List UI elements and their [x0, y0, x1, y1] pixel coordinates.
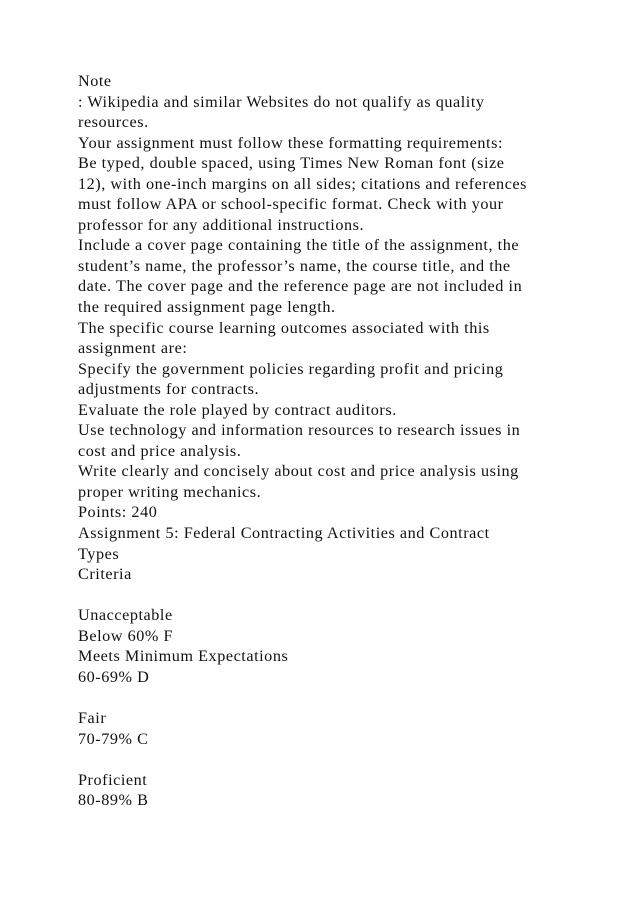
text-line: adjustments for contracts.	[78, 380, 260, 399]
blank-line	[78, 687, 618, 708]
blank-line	[78, 749, 618, 770]
text-line: 80-89% B	[78, 791, 149, 810]
text-line: Unacceptable	[78, 606, 173, 625]
text-line: Write clearly and concisely about cost and price analysis using	[78, 462, 519, 481]
text-line: Proficient	[78, 770, 148, 789]
text-line: resources.	[78, 113, 149, 132]
text-line: Use technology and information resources to research issues in	[78, 421, 521, 440]
text-line: Meets Minimum Expectations	[78, 647, 289, 666]
blank-line	[78, 585, 618, 606]
text-line: Types	[78, 544, 120, 563]
text-line: date. The cover page and the reference page are not included in	[78, 277, 523, 296]
text-line: Specify the government policies regarding profit and pricing	[78, 359, 504, 378]
text-line: must follow APA or school-specific format. Check with your	[78, 195, 504, 214]
text-line: Include a cover page containing the title of the assignment, the	[78, 236, 520, 255]
text-line: Points: 240	[78, 503, 158, 522]
text-line: Note	[78, 72, 112, 90]
text-line: : Wikipedia and similar Websites do not qualify as quality	[78, 92, 485, 111]
text-line: cost and price analysis.	[78, 441, 242, 460]
text-line: student’s name, the professor’s name, the course title, and the	[78, 256, 511, 275]
text-line: Your assignment must follow these formatting requirements:	[78, 133, 503, 152]
text-line: Evaluate the role played by contract auditors.	[78, 400, 397, 419]
text-line: Below 60% F	[78, 626, 174, 645]
text-line: 70-79% C	[78, 729, 149, 748]
text-line: Assignment 5: Federal Contracting Activities and Contract	[78, 524, 490, 543]
text-line: assignment are:	[78, 339, 188, 358]
text-line: Criteria	[78, 565, 132, 584]
text-line: professor for any additional instructions.	[78, 215, 365, 234]
text-line: 60-69% D	[78, 667, 150, 686]
text-line: Be typed, double spaced, using Times New Roman font (size	[78, 154, 505, 173]
text-line: proper writing mechanics.	[78, 482, 262, 501]
document-body	[78, 71, 618, 811]
text-line: The specific course learning outcomes associated with this	[78, 318, 490, 337]
text-line: the required assignment page length.	[78, 298, 336, 317]
text-line: 12), with one-inch margins on all sides; citations and references	[78, 174, 528, 193]
text-line: Fair	[78, 708, 107, 727]
